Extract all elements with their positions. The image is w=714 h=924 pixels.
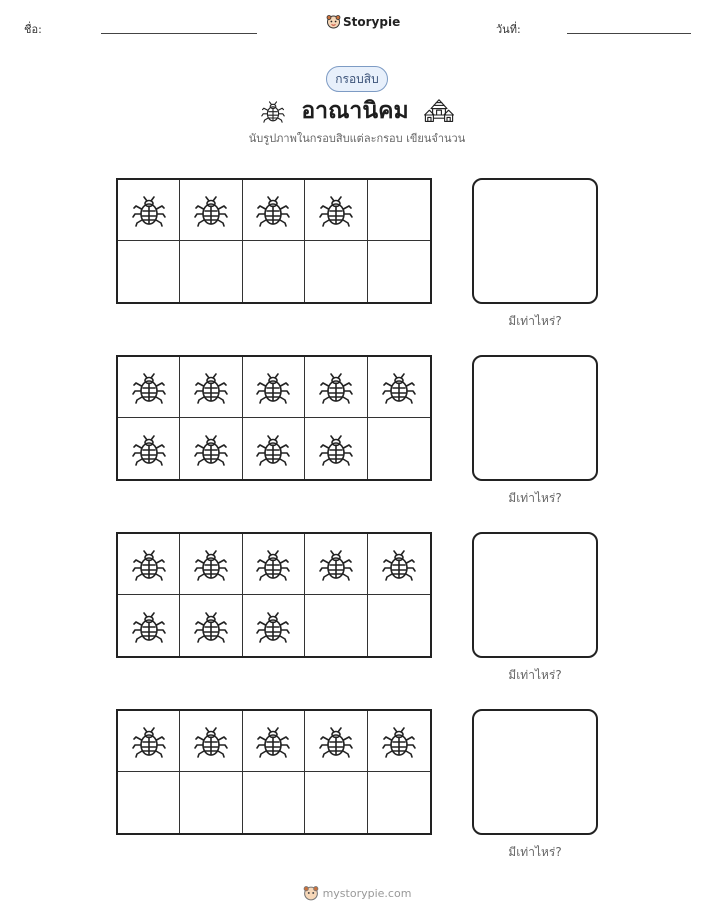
frame-cell-empty [118, 241, 180, 302]
beetle-icon [129, 721, 169, 761]
instruction-text: นับรูปภาพในกรอบสิบแต่ละกรอบ เขียนจำนวน [248, 132, 466, 145]
frame-cell-filled [118, 418, 180, 479]
beetle-icon [191, 721, 231, 761]
frame-cell-empty [305, 241, 367, 302]
footer-url: mystorypie.com [322, 887, 412, 900]
frame-cell-filled [118, 595, 180, 656]
ten-frame-4 [116, 709, 432, 835]
beetle-icon [316, 367, 356, 407]
beetle-icon [316, 721, 356, 761]
frame-cell-filled [243, 357, 305, 418]
answer-box-1[interactable] [472, 178, 598, 304]
frame-cell-filled [368, 711, 430, 772]
frame-cell-empty [368, 241, 430, 302]
frame-cell-empty [368, 180, 430, 241]
beetle-icon [253, 367, 293, 407]
frame-cell-filled [243, 534, 305, 595]
beetle-icon [253, 544, 293, 584]
frame-cell-filled [243, 711, 305, 772]
frame-cell-filled [180, 595, 242, 656]
frame-cell-filled [118, 711, 180, 772]
storypie-logo-icon [303, 885, 319, 902]
question-label-1: มีเท่าไหร่? [508, 314, 562, 328]
frame-cell-empty [368, 772, 430, 833]
beetle-icon [253, 721, 293, 761]
name-label: ชื่อ: [24, 23, 42, 36]
frame-cell-filled [180, 534, 242, 595]
frame-cell-empty [368, 595, 430, 656]
beetle-icon [191, 544, 231, 584]
beetle-icon [191, 606, 231, 646]
storypie-logo-icon [326, 14, 341, 30]
worksheet-tag: กรอบสิบ [326, 66, 388, 92]
frame-cell-empty [305, 772, 367, 833]
ten-frame-1 [116, 178, 432, 304]
frame-cell-filled [180, 711, 242, 772]
beetle-icon [379, 367, 419, 407]
beetle-icon [191, 429, 231, 469]
frame-cell-filled [118, 357, 180, 418]
brand-name: Storypie [343, 15, 401, 29]
question-label-2: มีเท่าไหร่? [508, 491, 562, 505]
frame-cell-filled [305, 180, 367, 241]
question-label-3: มีเท่าไหร่? [508, 668, 562, 682]
beetle-icon [253, 429, 293, 469]
beetle-icon [129, 429, 169, 469]
frame-cell-filled [180, 180, 242, 241]
beetle-icon [129, 190, 169, 230]
frame-cell-filled [180, 418, 242, 479]
title-row [0, 93, 714, 129]
frame-cell-filled [305, 418, 367, 479]
name-line[interactable] [101, 33, 257, 34]
frame-cell-filled [305, 534, 367, 595]
beetle-icon [379, 721, 419, 761]
colony-house-icon [423, 97, 455, 125]
ten-frame-3 [116, 532, 432, 658]
beetle-icon [379, 544, 419, 584]
answer-box-3[interactable] [472, 532, 598, 658]
beetle-icon [316, 429, 356, 469]
beetle-icon [191, 190, 231, 230]
date-line[interactable] [567, 33, 691, 34]
frame-cell-empty [243, 241, 305, 302]
frame-cell-empty [368, 418, 430, 479]
frame-cell-filled [305, 711, 367, 772]
frame-cell-filled [243, 418, 305, 479]
date-label: วันที่: [496, 23, 521, 36]
frame-cell-filled [180, 357, 242, 418]
frame-cell-filled [368, 534, 430, 595]
answer-box-4[interactable] [472, 709, 598, 835]
frame-cell-filled [118, 180, 180, 241]
brand [326, 14, 400, 30]
beetle-icon [129, 367, 169, 407]
beetle-icon [259, 97, 287, 125]
frame-cell-filled [305, 357, 367, 418]
question-label-4: มีเท่าไหร่? [508, 845, 562, 859]
beetle-icon [316, 544, 356, 584]
worksheet-title: อาณานิคม [301, 98, 409, 124]
frame-cell-empty [305, 595, 367, 656]
beetle-icon [191, 367, 231, 407]
answer-box-2[interactable] [472, 355, 598, 481]
footer [0, 885, 714, 902]
beetle-icon [253, 190, 293, 230]
frame-cell-filled [368, 357, 430, 418]
frame-cell-empty [243, 772, 305, 833]
beetle-icon [316, 190, 356, 230]
frame-cell-filled [118, 534, 180, 595]
frame-cell-empty [180, 241, 242, 302]
frame-cell-filled [243, 180, 305, 241]
beetle-icon [253, 606, 293, 646]
frame-cell-filled [243, 595, 305, 656]
ten-frame-2 [116, 355, 432, 481]
beetle-icon [129, 606, 169, 646]
frame-cell-empty [118, 772, 180, 833]
frame-cell-empty [180, 772, 242, 833]
beetle-icon [129, 544, 169, 584]
